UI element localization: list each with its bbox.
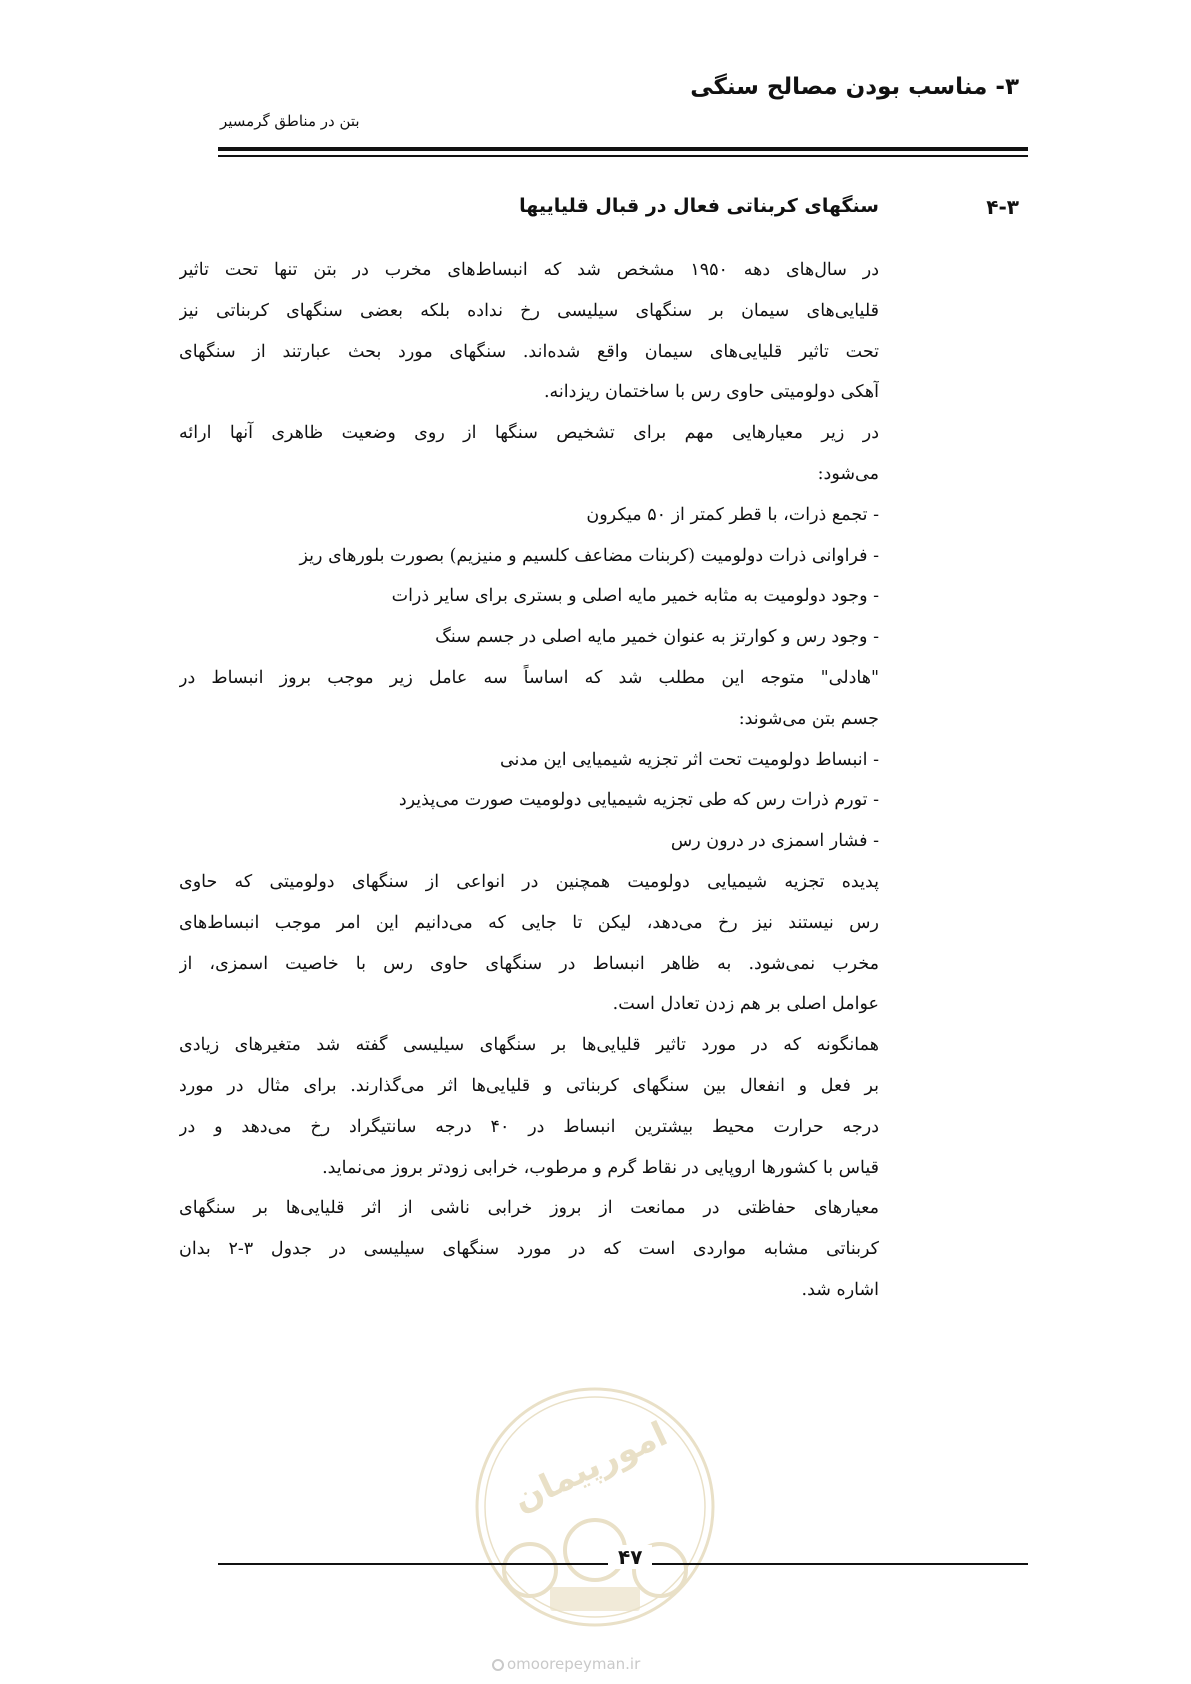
watermark-url-text: omoorepeyman.ir xyxy=(507,1655,641,1673)
body-line: بر فعل و انفعال بین سنگهای کربناتی و قلیایی‌ها اثر می‌گذارند. برای مثال در مورد xyxy=(179,1075,879,1096)
body-line: کربناتی مشابه مواردی است که در مورد سنگهای سیلیسی در جدول ۳-۲ بدان xyxy=(179,1239,879,1260)
body-line: معیارهای حفاظتی در ممانعت از بروز خرابی ناشی از اثر قلیایی‌ها بر سنگهای xyxy=(179,1198,879,1219)
body-line: می‌شود: xyxy=(817,463,879,484)
body-line: - تجمع ذرات، با قطر کمتر از ۵۰ میکرون xyxy=(586,504,879,525)
section-title: سنگهای کربناتی فعال در قبال قلیاییها xyxy=(519,195,879,217)
body-line: - انبساط دولومیت تحت اثر تجزیه شیمیایی این مدنی xyxy=(499,749,879,770)
body-line: جسم بتن می‌شوند: xyxy=(738,708,879,729)
body-line: اشاره شد. xyxy=(801,1279,879,1300)
body-line: در سال‌های دهه ۱۹۵۰ مشخص شد که انبساط‌های مخرب در بتن تنها تحت تاثیر xyxy=(179,260,879,280)
body-line: در زیر معیارهایی مهم برای تشخیص سنگها از روی وضعیت ظاهری آنها ارائه xyxy=(179,423,879,444)
body-line: - وجود رس و کوارتز به عنوان خمیر مایه اصلی در جسم سنگ xyxy=(435,627,879,648)
section-number: ۴-۳ xyxy=(986,195,1019,219)
header-rule-thick xyxy=(218,147,1028,151)
header-rule-thin xyxy=(218,155,1028,157)
body-line: - تورم ذرات رس که طی تجزیه شیمیایی دولومیت صورت می‌پذیرد xyxy=(398,790,879,811)
chapter-title: ۳- مناسب بودن مصالح سنگی xyxy=(690,74,1019,100)
body-line: "هادلی" متوجه این مطلب شد که اساساً سه عامل زیر موجب بروز انبساط در xyxy=(179,667,879,688)
page-number: ۴۷ xyxy=(608,1545,652,1569)
seal-text: امورپیمان xyxy=(507,1414,674,1520)
seal-emblem-icon xyxy=(470,1382,720,1632)
body-line: پدیده تجزیه شیمیایی دولومیت همچنین در انواعی از سنگهای دولومیتی که حاوی xyxy=(179,871,879,892)
body-line: قلیایی‌های سیمان بر سنگهای سیلیسی رخ نداده بلکه بعضی سنگهای کربناتی نیز xyxy=(179,300,879,321)
body-line: تحت تاثیر قلیایی‌های سیمان واقع شده‌اند. سنگهای مورد بحث عبارتند از سنگهای xyxy=(179,341,879,362)
body-line: عوامل اصلی بر هم زدن تعادل است. xyxy=(612,994,879,1015)
body-line: - فشار اسمزی در درون رس xyxy=(670,831,879,852)
body-line: - وجود دولومیت به مثابه خمیر مایه اصلی و بستری برای سایر ذرات xyxy=(391,586,879,607)
body-text xyxy=(179,250,879,1311)
body-line: مخرب نمی‌شود. به ظاهر انبساط در سنگهای حاوی رس با خاصیت اسمزی، از xyxy=(179,953,879,974)
body-line: همانگونه که در مورد تاثیر قلیایی‌ها بر سنگهای سیلیسی گفته شد متغیرهای زیادی xyxy=(179,1035,879,1056)
body-line: درجه حرارت محیط بیشترین انبساط در ۴۰ درجه سانتیگراد رخ می‌دهد و در xyxy=(179,1116,879,1137)
watermark-url xyxy=(492,1655,640,1673)
globe-icon xyxy=(492,1659,504,1671)
body-line: آهکی دولومیتی حاوی رس با ساختمان ریزدانه. xyxy=(543,382,879,403)
running-header-book-title: بتن در مناطق گرمسیر xyxy=(220,112,360,130)
body-line: رس نیستند نیز رخ می‌دهد، لیکن تا جایی که می‌دانیم این امر موجب انبساط‌های xyxy=(179,912,879,933)
body-line: - فراوانی ذرات دولومیت (کربنات مضاعف کلسیم و منیزیم) بصورت بلورهای ریز xyxy=(299,545,879,566)
body-line: قیاس با کشورها اروپایی در نقاط گرم و مرطوب، خرابی زودتر بروز می‌نماید. xyxy=(322,1157,879,1178)
